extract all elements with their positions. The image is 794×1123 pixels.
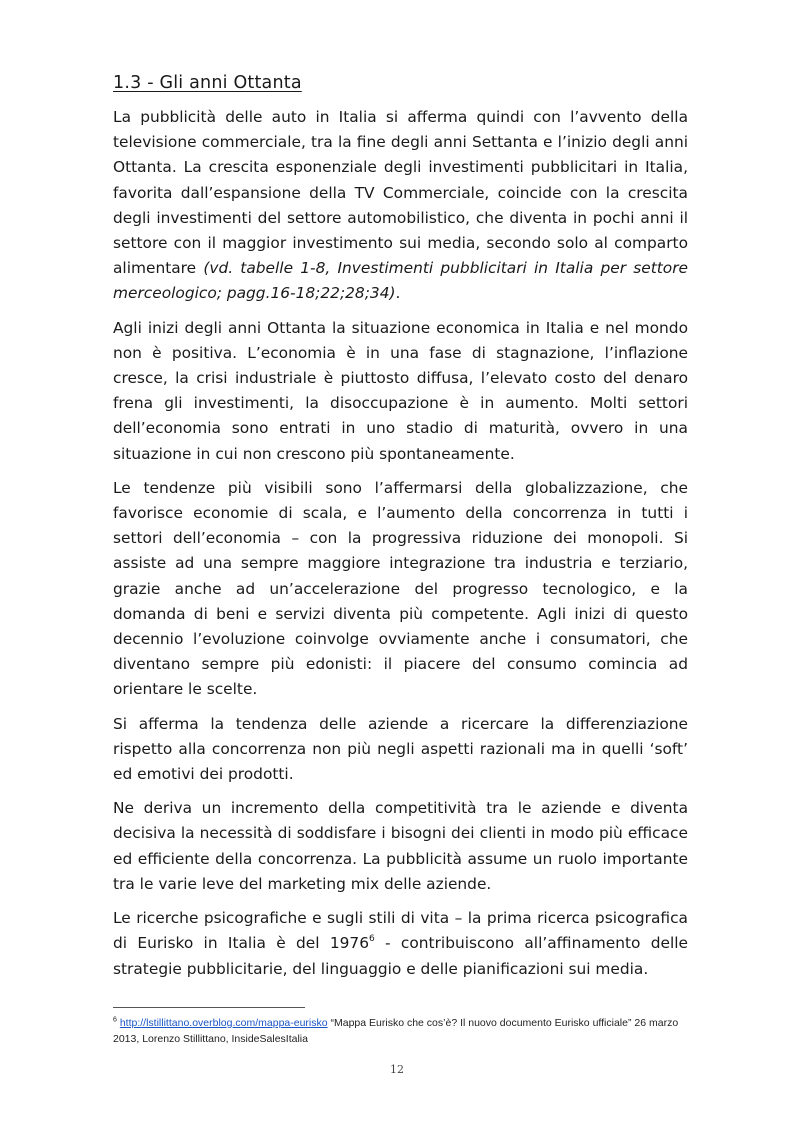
paragraph-1-text: La pubblicità delle auto in Italia si afferma quindi con l’avvento della televisione commerciale, tra la fine degli anni Settanta e l’inizio degli anni Ottanta. La crescita esponenziale degli investimenti pubblicitari in Italia, favorita dall’espansione della TV Commerciale, coincide con la crescita degli investimenti del settore automobilistico, che diventa in pochi anni il settore con il maggior investimento sui media, secondo solo al comparto alimentare	[113, 108, 688, 278]
page-number: 12	[390, 1063, 404, 1076]
body-text	[113, 105, 688, 991]
footnote-text: “Mappa Eurisko che cos’è? Il nuovo documento Eurisko ufficiale” 26 marzo 2013, Lorenzo Stillittano, InsideSalesItalia	[113, 1017, 679, 1045]
footnote	[113, 1015, 693, 1047]
footnote-divider	[113, 1007, 305, 1008]
footnote-link[interactable]: http://lstillittano.overblog.com/mappa-eurisko	[119, 1017, 328, 1029]
paragraph-1	[113, 105, 688, 307]
paragraph-2: Agli inizi degli anni Ottanta la situazione economica in Italia e nel mondo non è positiva. L’economia è in una fase di stagnazione, l’inflazione cresce, la crisi industriale è piuttosto diffusa, l’elevato costo del denaro frena gli investimenti, la disoccupazione è in aumento. Molti settori dell’economia sono entrati in uno stadio di maturità, ovvero in una situazione in cui non crescono più spontaneamente.	[113, 318, 688, 463]
table-reference: (vd. tabelle 1-8, Investimenti pubblicitari in Italia per settore merceologico; pagg.16-18;22;28;34)	[113, 259, 688, 303]
footnote-marker[interactable]: 6	[369, 934, 375, 945]
paragraph-1-end: .	[395, 284, 401, 303]
paragraph-4: Si afferma la tendenza delle aziende a ricercare la differenziazione rispetto alla concorrenza non più negli aspetti razionali ma in quelli ‘soft’ ed emotivi dei prodotti.	[113, 714, 688, 784]
paragraph-6-text: Le ricerche psicografiche e sugli stili di vita – la prima ricerca psicografica di Eurisko in Italia è del 1976	[113, 909, 688, 953]
paragraph-6-text-end: - contribuiscono all’affinamento delle strategie pubblicitarie, del linguaggio e delle pianificazioni sui media.	[113, 934, 688, 978]
footnote-number: 6	[113, 1016, 117, 1024]
paragraph-3: Le tendenze più visibili sono l’affermarsi della globalizzazione, che favorisce economie di scala, e l’aumento della concorrenza in tutti i settori dell’economia – con la progressiva riduzione dei monopoli. Si assiste ad una sempre maggiore integrazione tra industria e terziario, grazie anche ad un’accelerazione del progresso tecnologico, e la domanda di beni e servizi diventa più competente. Agli inizi di questo decennio l’evoluzione coinvolge ovviamente anche i consumatori, che diventano sempre più edonisti: il piacere del consumo comincia ad orientare le scelte.	[113, 478, 688, 699]
section-heading: 1.3 - Gli anni Ottanta	[113, 73, 302, 93]
paragraph-6	[113, 906, 688, 982]
paragraph-5: Ne deriva un incremento della competitività tra le aziende e diventa decisiva la necessità di soddisfare i bisogni dei clienti in modo più efficace ed efficiente della concorrenza. La pubblicità assume un ruolo importante tra le varie leve del marketing mix delle aziende.	[113, 799, 688, 893]
